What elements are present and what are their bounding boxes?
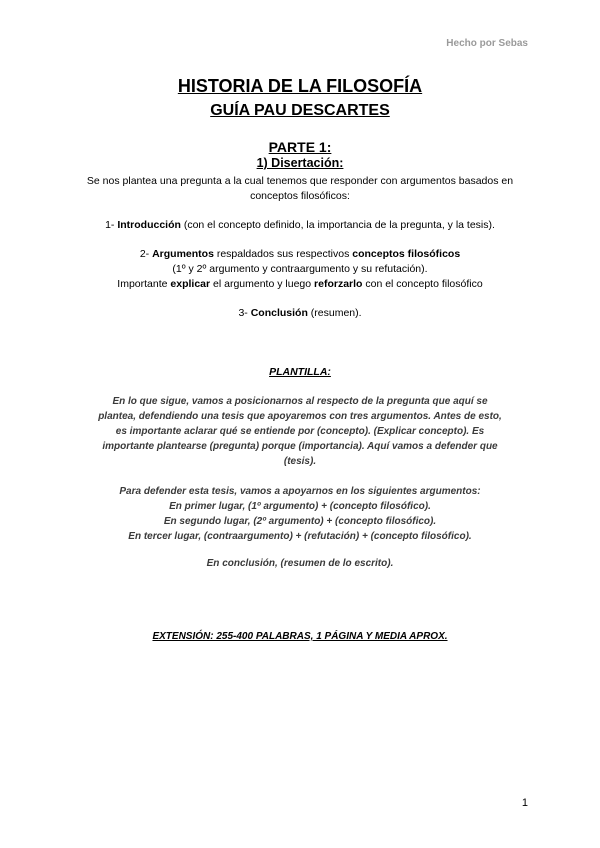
text-emphasis: explicar (170, 278, 211, 290)
template-paragraph-1 (0, 394, 600, 469)
template-heading: PLANTILLA: (269, 366, 331, 378)
step-number: 1- (105, 219, 118, 231)
step-label: Conclusión (250, 307, 308, 319)
section-heading: 1) Disertación: (256, 156, 344, 170)
step-description: respaldados sus respectivos (213, 248, 353, 260)
part-heading: PARTE 1: (268, 139, 332, 155)
template-paragraph-2 (0, 484, 600, 544)
step-conclusion (0, 306, 600, 321)
intro-line-2: conceptos filosóficos: (250, 190, 350, 202)
page-number: 1 (521, 797, 528, 809)
step-label: Argumentos (152, 248, 214, 260)
step-introduccion (0, 218, 600, 233)
template-line: Para defender esta tesis, vamos a apoyarnos en los siguientes argumentos: (119, 486, 481, 497)
page-subtitle: GUÍA PAU DESCARTES (210, 102, 390, 119)
intro-line-1: Se nos plantea una pregunta a la cual tenemos que responder con argumentos basados en (86, 175, 514, 187)
template-line: En segundo lugar, (2º argumento) + (concepto filosófico). (163, 516, 437, 527)
step-label: Introducción (117, 219, 181, 231)
step-description: (con el concepto definido, la importancia de la pregunta, y la tesis). (180, 219, 495, 231)
extension-note: EXTENSIÓN: 255-400 PALABRAS, 1 PÁGINA Y MEDIA APROX. (152, 631, 448, 642)
header-credit: Hecho por Sebas (446, 38, 528, 49)
template-line: importante plantearse (pregunta) porque (importancia). Aquí vamos a defender que (102, 441, 498, 452)
text-emphasis: reforzarlo (314, 278, 363, 290)
step-description: (resumen). (307, 307, 362, 319)
template-line: plantea, defendiendo una tesis que apoyaremos con tres argumentos. Antes de esto, (98, 411, 502, 422)
template-line: (tesis). (283, 456, 317, 467)
text-run: el argumento y luego (210, 278, 315, 290)
step-number: 3- (238, 307, 251, 319)
text-run: con el concepto filosófico (362, 278, 483, 290)
step-argumentos-line-3 (0, 277, 600, 292)
step-emphasis: conceptos filosóficos (352, 248, 461, 260)
page-title: HISTORIA DE LA FILOSOFÍA (177, 76, 423, 96)
text-run: Importante (117, 278, 171, 290)
step-number: 2- (139, 248, 153, 260)
template-line: es importante aclarar qué se entiende por (concepto). (Explicar concepto). Es (115, 426, 485, 437)
template-line: En lo que sigue, vamos a posicionarnos al respecto de la pregunta que aquí se (112, 396, 488, 407)
step-argumentos-line-2: (1º y 2º argumento y contraargumento y su refutación). (172, 263, 428, 275)
template-line: En tercer lugar, (contraargumento) + (refutación) + (concepto filosófico). (128, 531, 472, 542)
template-paragraph-3: En conclusión, (resumen de lo escrito). (206, 558, 394, 569)
template-line: En primer lugar, (1º argumento) + (concepto filosófico). (169, 501, 431, 512)
step-argumentos (0, 247, 600, 262)
